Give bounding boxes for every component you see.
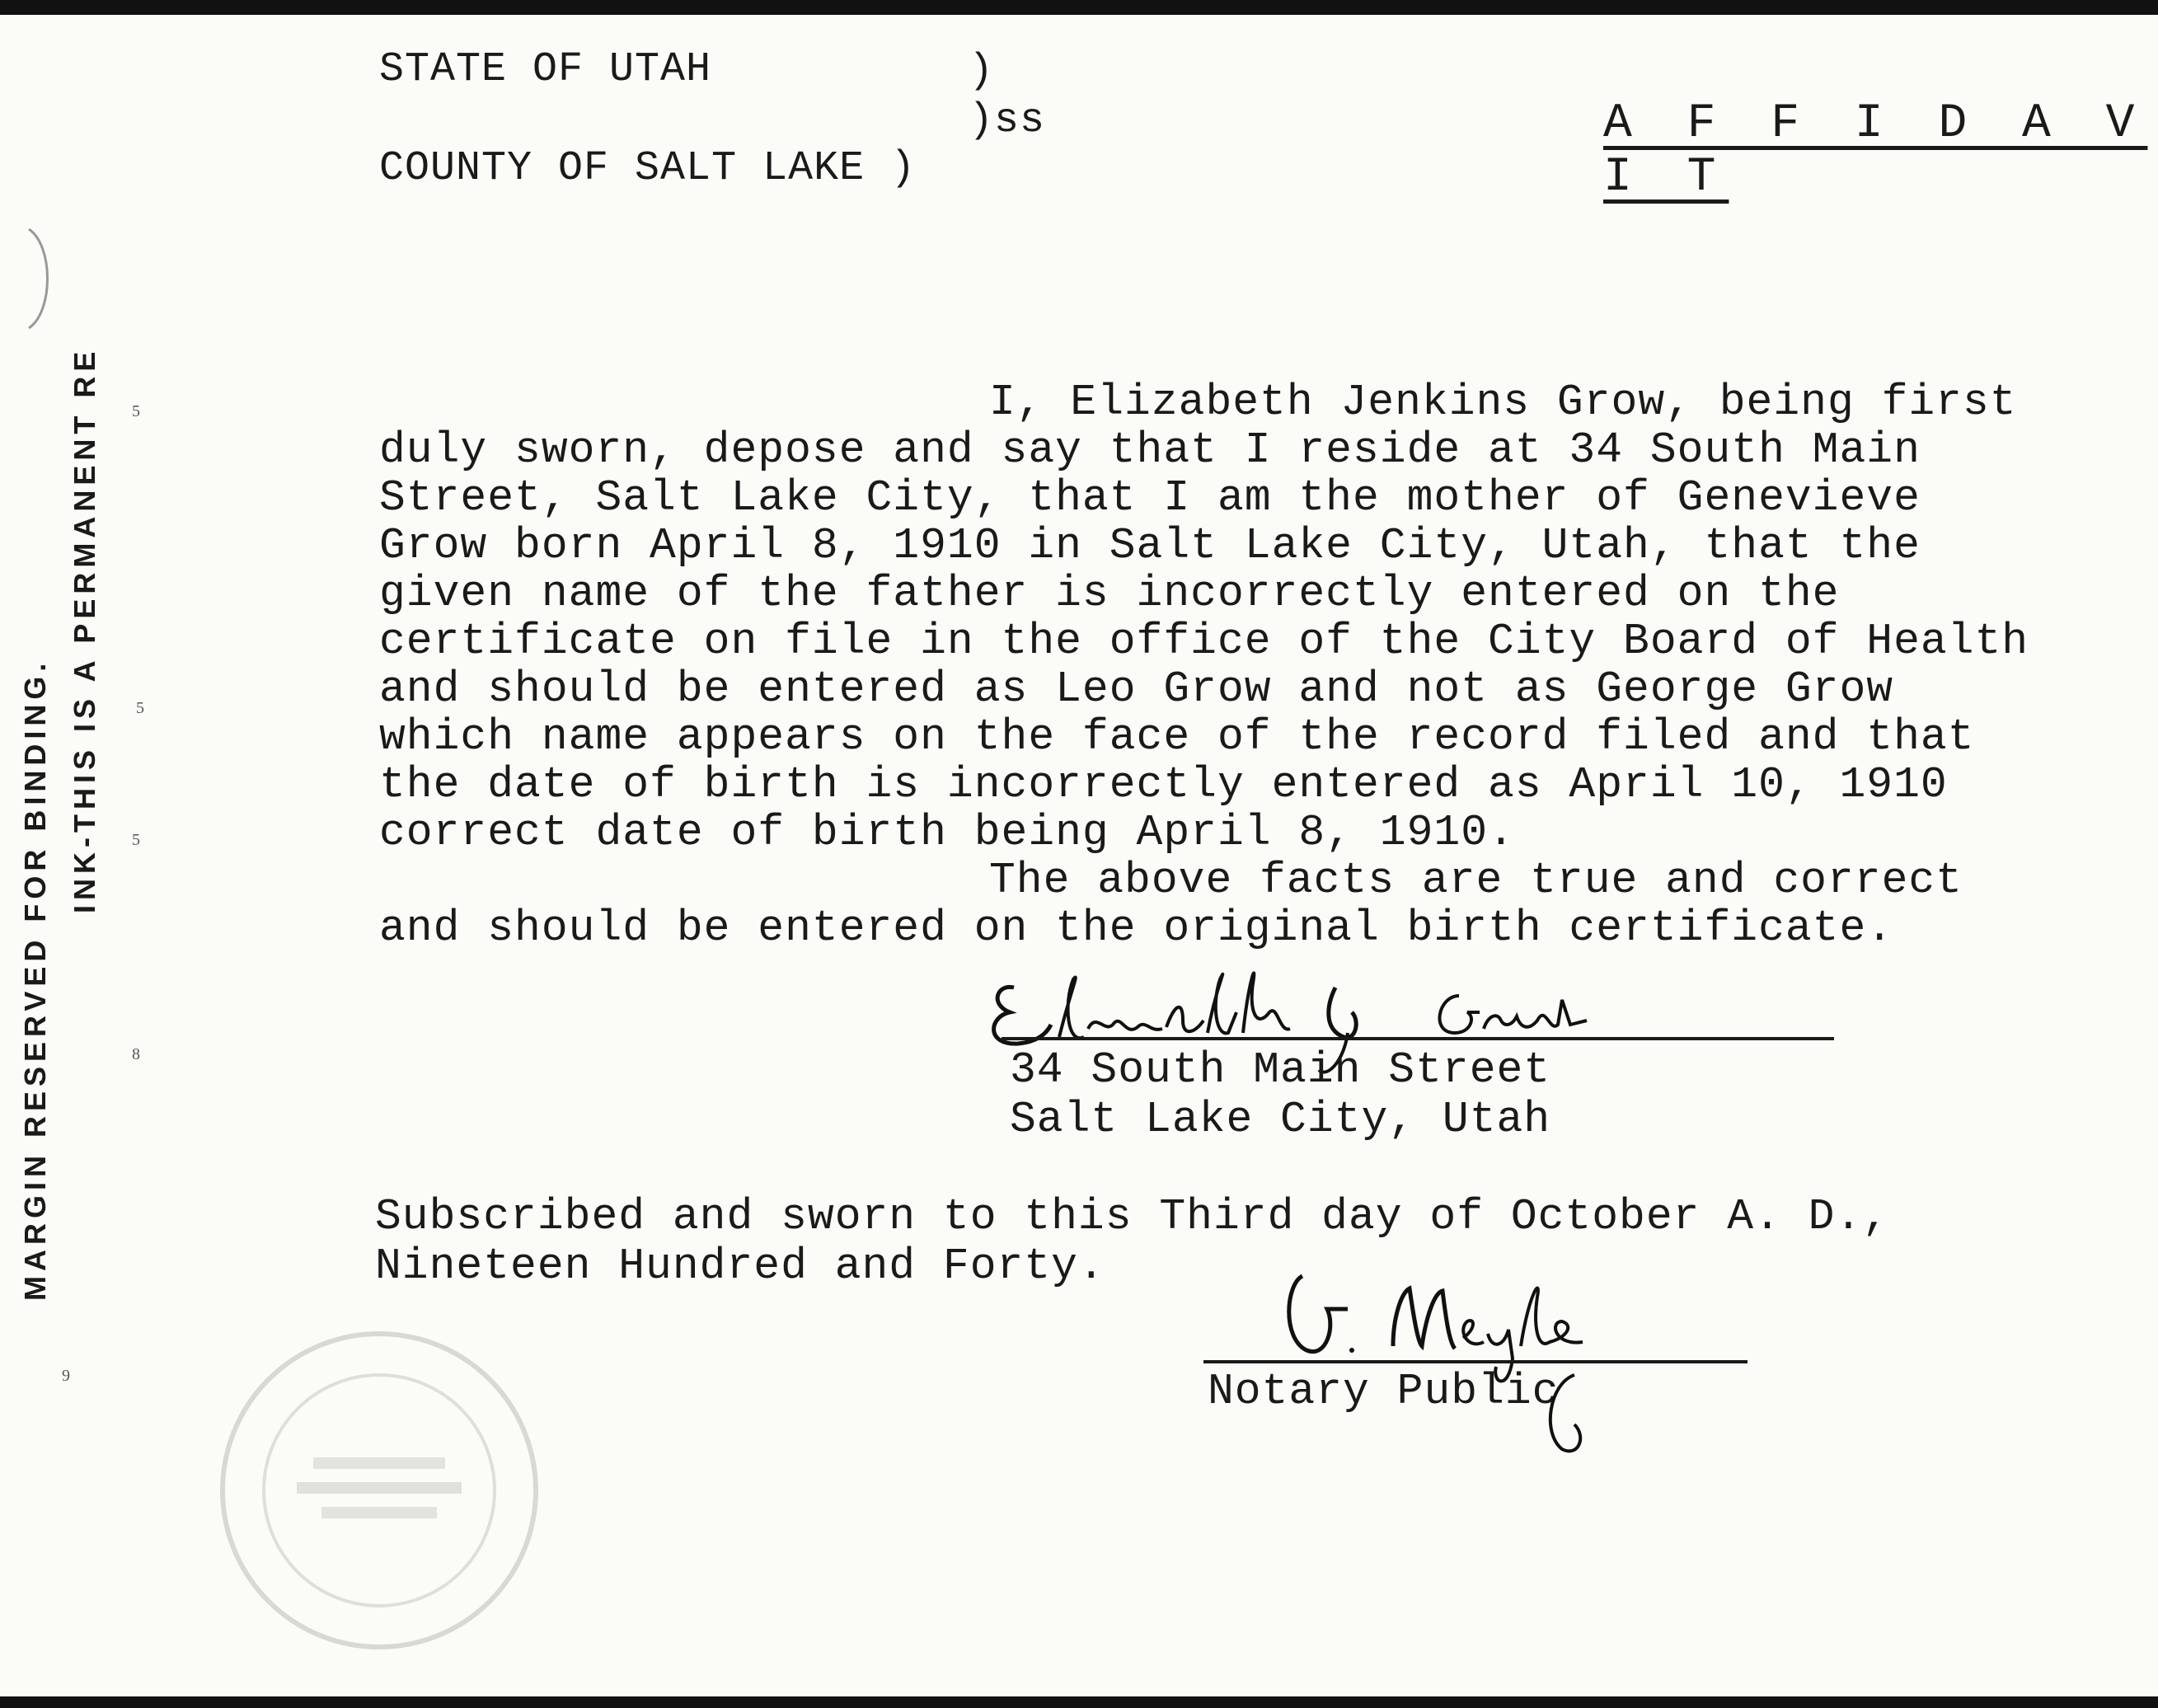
body-line: the date of birth is incorrectly entered as April 10, 1910 <box>379 760 1948 809</box>
body-line: which name appears on the face of the record filed and that <box>379 712 1975 762</box>
notary-flourish <box>1533 1367 1599 1457</box>
body-line: The above facts are true and correct <box>989 856 1963 905</box>
signer-address-line2: Salt Lake City, Utah <box>1010 1095 1551 1144</box>
signer-signature-line <box>1002 1037 1834 1040</box>
bleed-through-mark: 5 <box>132 831 140 849</box>
bleed-through-mark: 5 <box>136 699 144 717</box>
state-heading: STATE OF UTAH <box>379 46 712 93</box>
body-line: correct date of birth being April 8, 1910. <box>379 808 1515 857</box>
jurat-line1: Subscribed and sworn to this Third day of October A. D., <box>375 1192 1890 1241</box>
body-line: and should be entered as Leo Grow and not as George Grow <box>379 664 1894 714</box>
body-line: I, Elizabeth Jenkins Grow, being first <box>989 378 2017 427</box>
signer-address-line1: 34 South Main Street <box>1010 1045 1551 1095</box>
margin-ink-note: INK-THIS IS A PERMANENT RE <box>68 346 101 913</box>
body-line: certificate on file in the office of the City Board of Health <box>379 617 2029 666</box>
bleed-through-mark: 8 <box>132 1045 140 1063</box>
body-line: Street, Salt Lake City, that I am the mother of Genevieve <box>379 473 1921 523</box>
bleed-through-mark: 5 <box>132 402 140 420</box>
affidavit-title: A F F I D A V I T <box>1603 97 2148 204</box>
county-heading: COUNTY OF SALT LAKE ) <box>379 145 917 192</box>
notary-signature-line <box>1203 1360 1748 1363</box>
page-edge-shadow <box>25 221 58 336</box>
venue-paren-top: ) <box>969 48 995 95</box>
embossed-notary-seal <box>206 1317 552 1663</box>
body-line: duly sworn, depose and say that I reside at 34 South Main <box>379 425 1921 475</box>
notary-title: Notary Public <box>1208 1367 1560 1416</box>
body-line: Grow born April 8, 1910 in Salt Lake City, Utah, that the <box>379 521 1921 570</box>
body-line: and should be entered on the original birth certificate. <box>379 903 1894 953</box>
affidavit-sheet <box>0 15 2158 1696</box>
body-line: given name of the father is incorrectly entered on the <box>379 569 1840 618</box>
bleed-through-mark: 9 <box>62 1367 70 1385</box>
margin-binding-note: MARGIN RESERVED FOR BINDING. <box>18 658 52 1301</box>
jurat-line2: Nineteen Hundred and Forty. <box>375 1241 1105 1291</box>
venue-ss: )ss <box>969 97 1046 144</box>
